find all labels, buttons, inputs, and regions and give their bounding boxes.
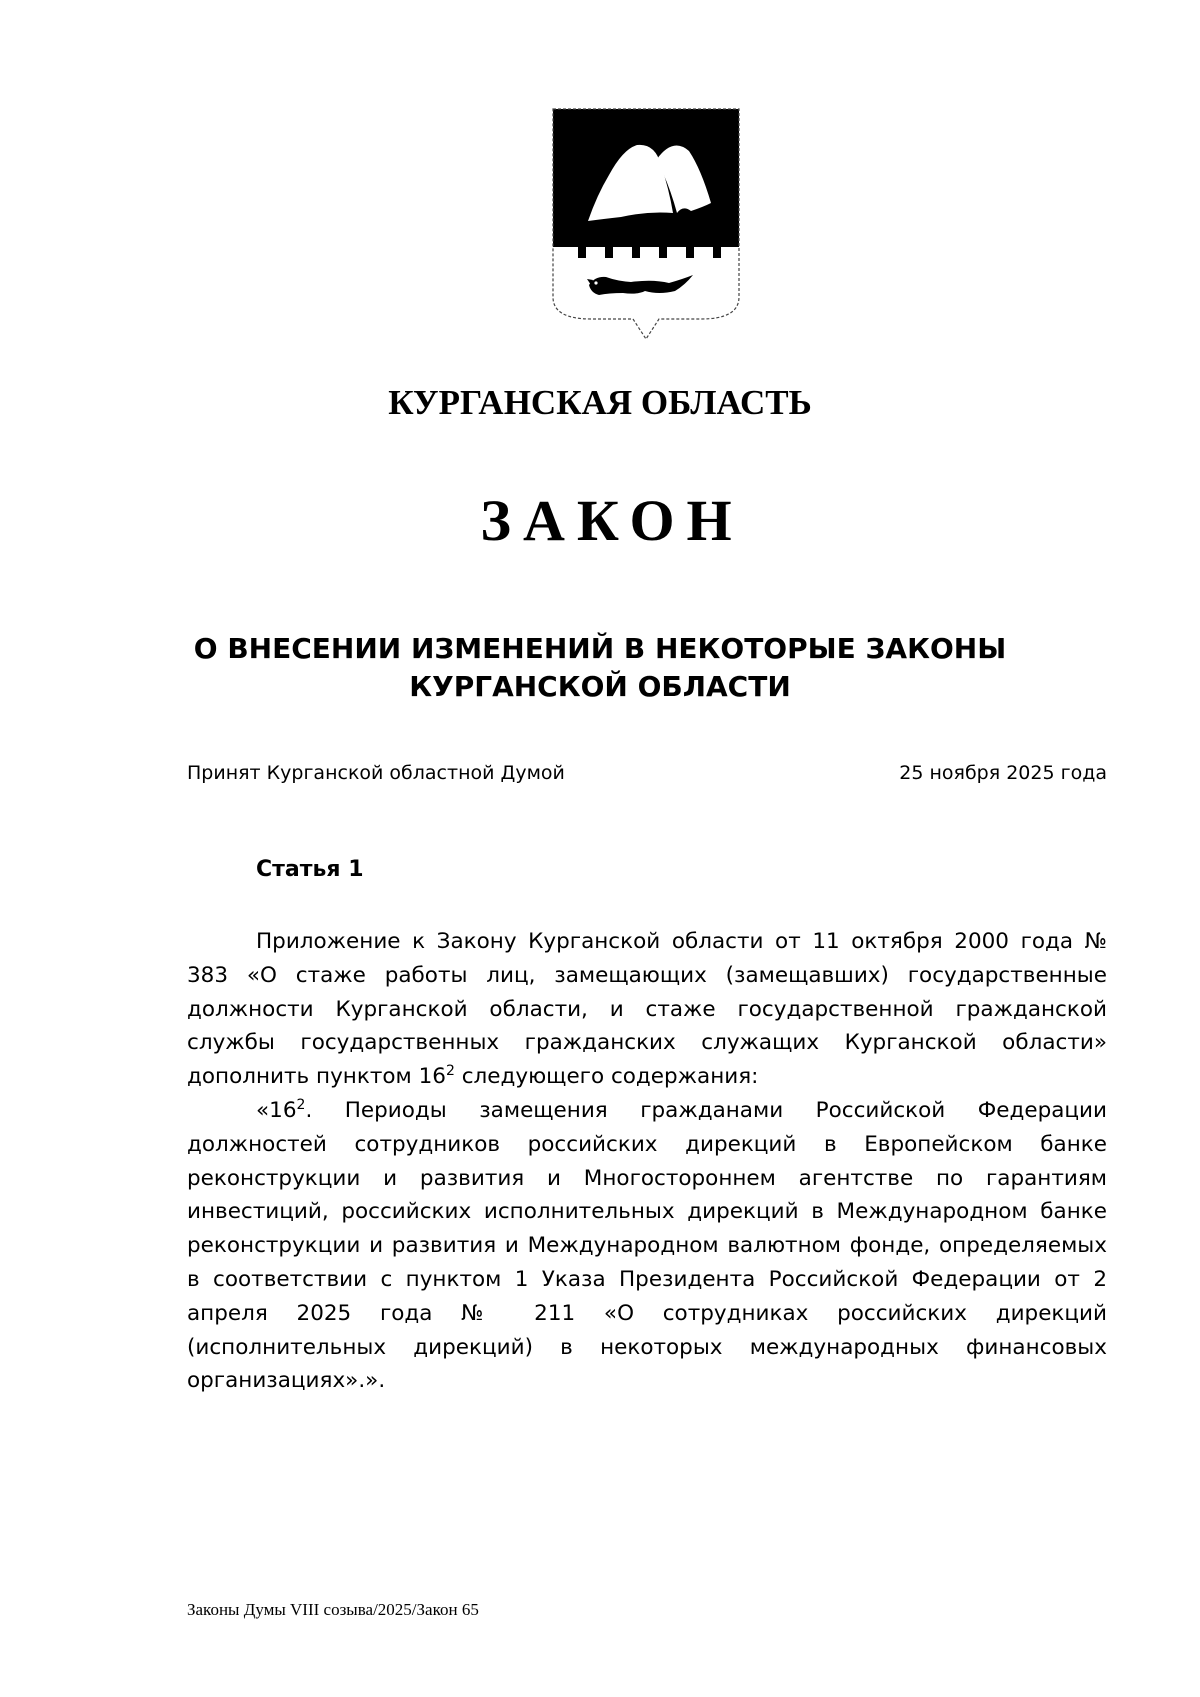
- footer-reference: Законы Думы VIII созыва/2025/Закон 65: [187, 1600, 479, 1619]
- region-title: КУРГАНСКАЯ ОБЛАСТЬ: [388, 383, 812, 422]
- adoption-date: 25 ноября 2025 года: [899, 762, 1107, 784]
- article-body: [187, 925, 1107, 1398]
- coat-of-arms-icon: [551, 107, 741, 345]
- adopted-by: Принят Курганской областной Думой: [187, 762, 565, 784]
- law-title: [0, 630, 1200, 706]
- law-title-line-2: КУРГАНСКОЙ ОБЛАСТИ: [409, 670, 791, 703]
- article-heading: Статья 1: [256, 857, 364, 882]
- paragraph-1: Приложение к Закону Курганской области от 11 октября 2000 года № 383 «О стаже работы лиц, замещающих (замещавших) государственные должности Курганской области, и стаже государственной гражданской службы государственных гражданских служащих Курганской области» дополнить пунктом $16^2$ следующего содержания:: [187, 929, 1107, 1090]
- paragraph-2: «$16^2$. Периоды замещения гражданами Российской Федерации должностей сотрудников российских дирекций в Европейском банке реконструкции и развития и Многостороннем агентстве по гарантиям инвестиций, российских исполнительных дирекций в Международном банке реконструкции и развития и Международном валютном фонде, определяемых в соответствии с пунктом 1 Указа Президента Российской Федерации от 2 апреля 2025 года № 211 «О сотрудниках российских дирекций (исполнительных дирекций) в некоторых международных финансовых организациях».».: [187, 1096, 1107, 1394]
- document-type: ЗАКОН: [480, 488, 744, 553]
- law-title-line-1: О ВНЕСЕНИИ ИЗМЕНЕНИЙ В НЕКОТОРЫЕ ЗАКОНЫ: [193, 632, 1007, 665]
- adoption-line: [187, 762, 1107, 784]
